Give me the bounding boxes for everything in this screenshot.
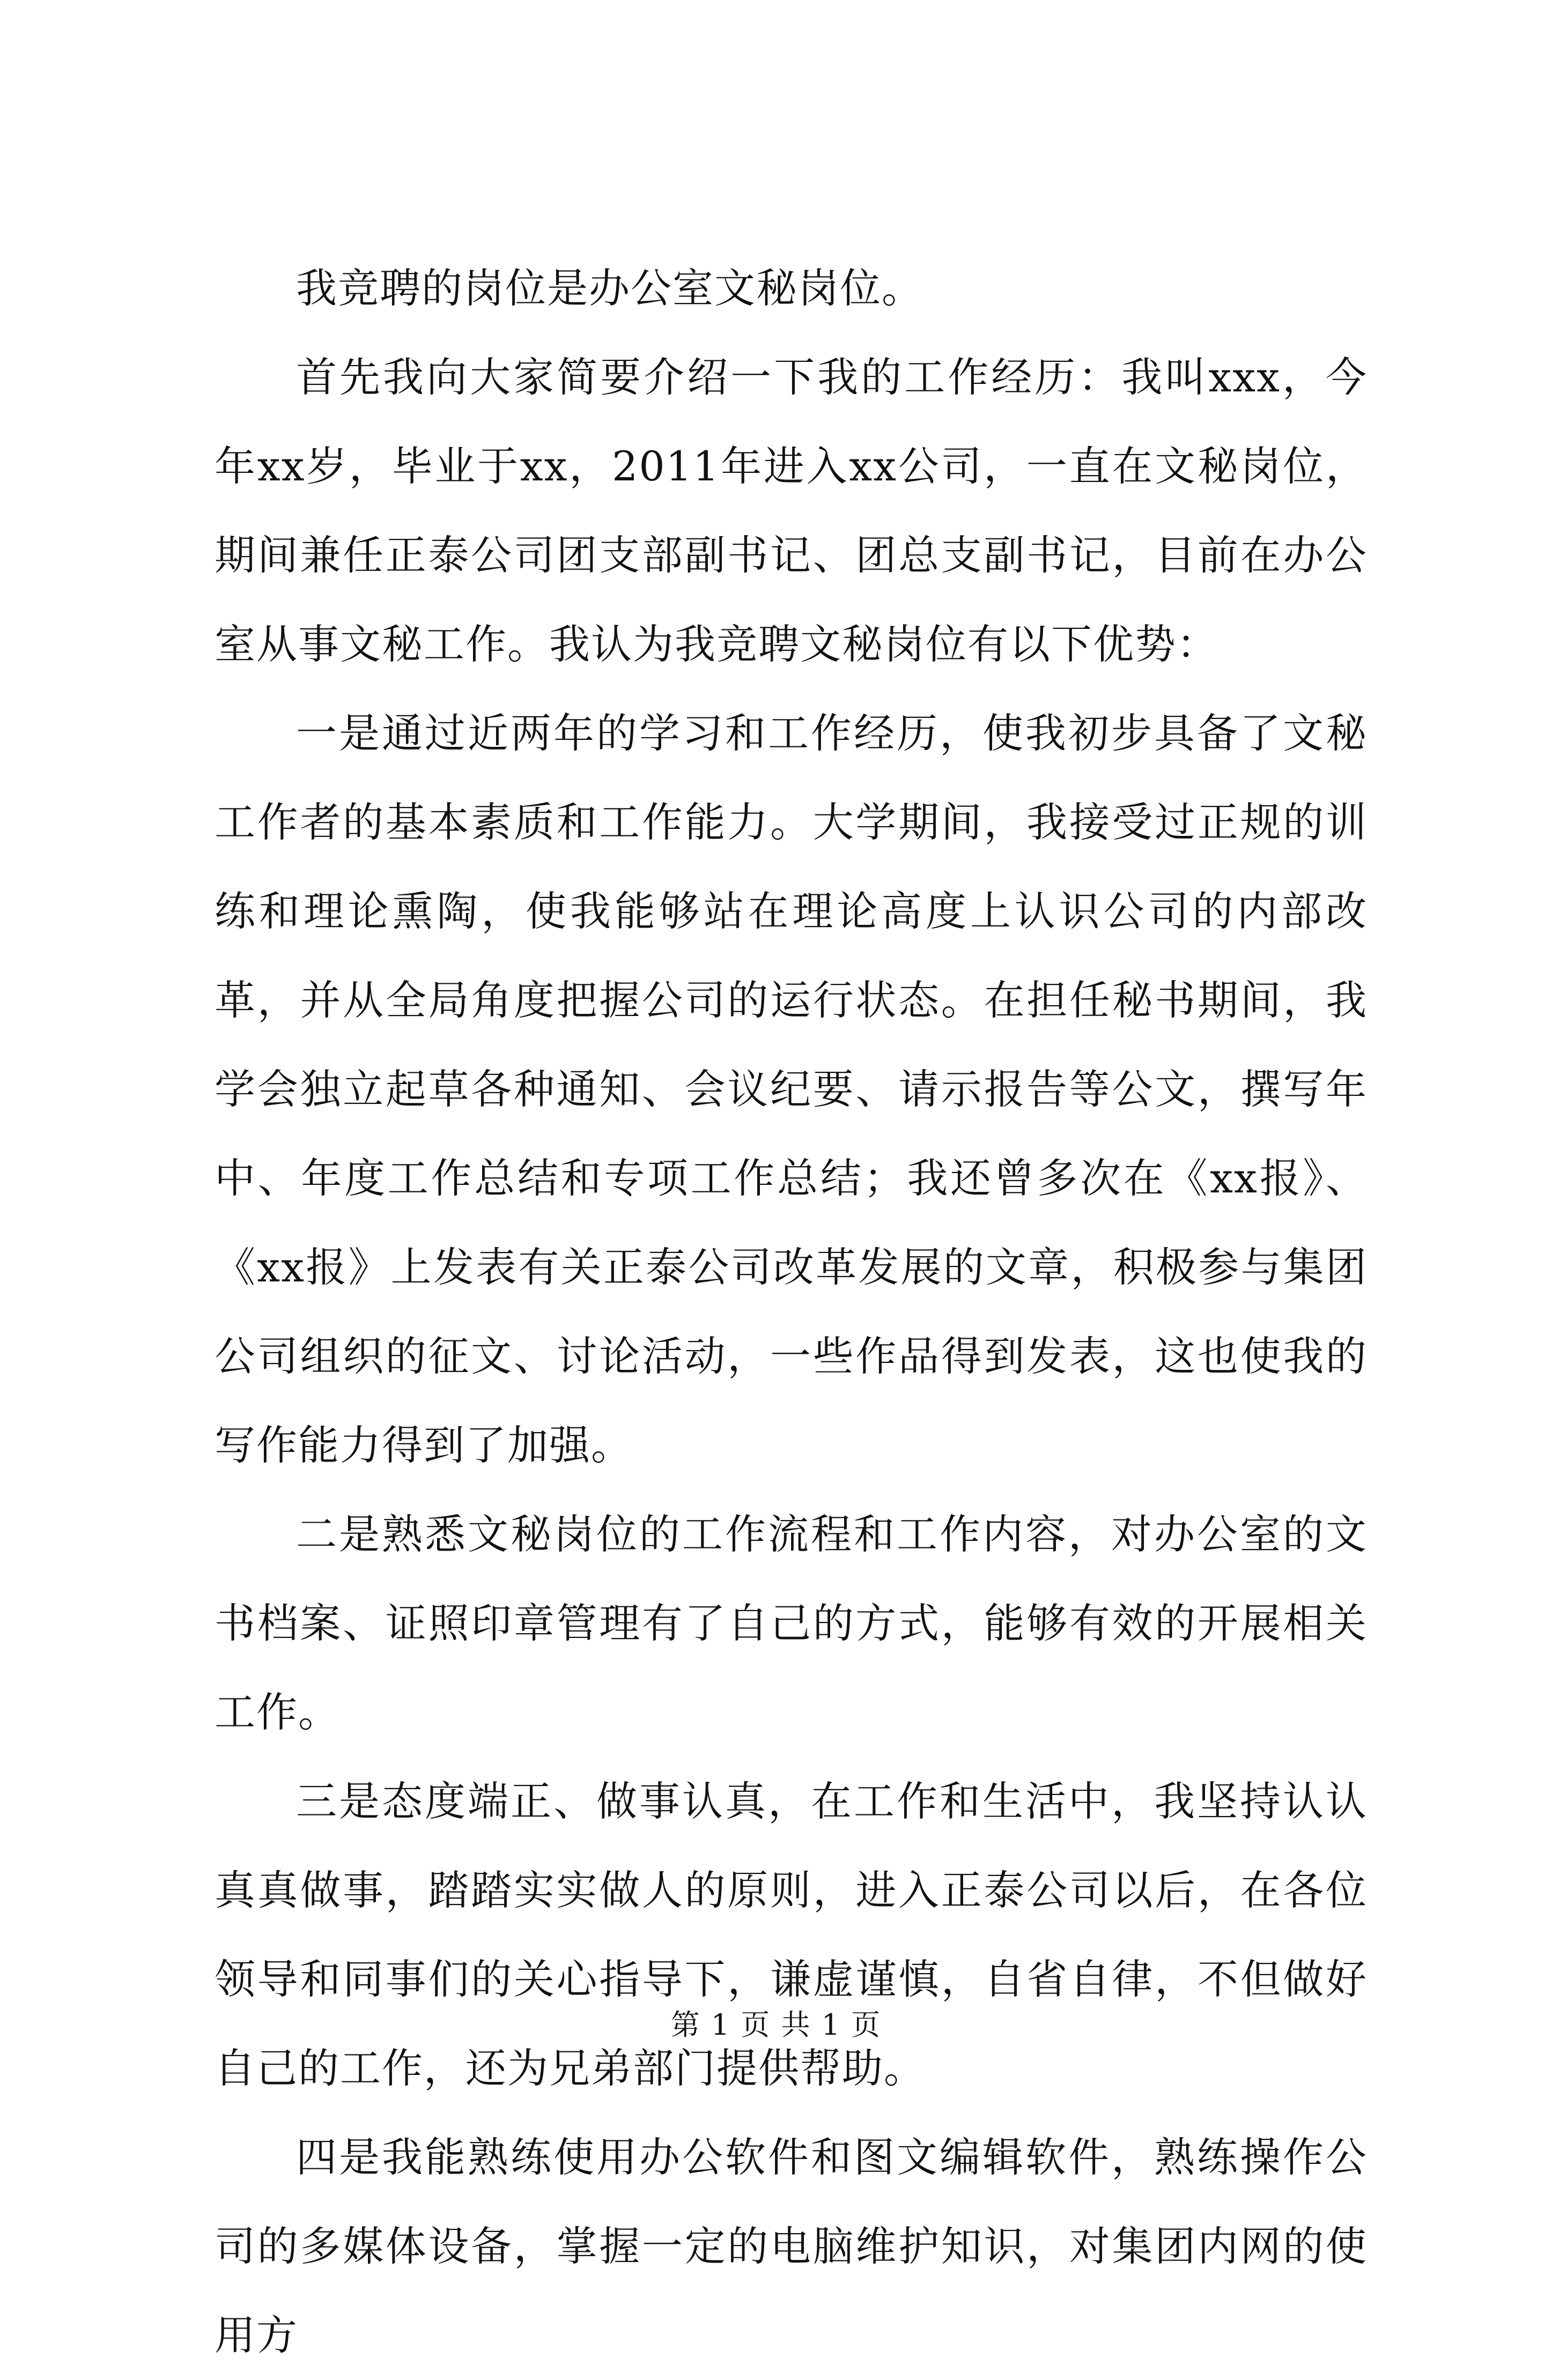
paragraph-work-history: 首先我向大家简要介绍一下我的工作经历：我叫xxx，今年xx岁，毕业于xx，2011年进入xx公司，一直在文秘岗位，期间兼任正泰公司团支部副书记、团总支副书记，目前在办公室从事文秘工作。我认为我竞聘文秘岗位有以下优势： <box>215 353 1368 668</box>
paragraph-position: 我竞聘的岗位是办公室文秘岗位。 <box>296 264 923 312</box>
paragraph-advantage-two: 二是熟悉文秘岗位的工作流程和工作内容，对办公室的文书档案、证照印章管理有了自己的方式，能够有效的开展相关工作。 <box>215 1510 1368 1736</box>
page-footer: 第 1 页 共 1 页 <box>670 2008 882 2042</box>
paragraph-advantage-one: 一是通过近两年的学习和工作经历，使我初步具备了文秘工作者的基本素质和工作能力。大学期间，我接受过正规的训练和理论熏陶，使我能够站在理论高度上认识公司的内部改革，并从全局角度把握公司的运行状态。在担任秘书期间，我学会独立起草各种通知、会议纪要、请示报告等公文，撰写年中、年度工作总结和专项工作总结；我还曾多次在《xx报》、《xx报》上发表有关正泰公司改革发展的文章，积极参与集团公司组织的征文、讨论活动，一些作品得到发表，这也使我的写作能力得到了加强。 <box>215 709 1368 1469</box>
paragraph-advantage-three: 三是态度端正、做事认真，在工作和生活中，我坚持认认真真做事，踏踏实实做人的原则，进入正泰公司以后，在各位领导和同事们的关心指导下，谦虚谨慎，自省自律，不但做好自己的工作，还为兄弟部门提供帮助。 <box>215 1777 1368 2092</box>
document-body <box>215 244 1368 2380</box>
paragraph-advantage-four: 四是我能熟练使用办公软件和图文编辑软件，熟练操作公司的多媒体设备，掌握一定的电脑维护知识，对集团内网的使用方 <box>215 2133 1368 2359</box>
